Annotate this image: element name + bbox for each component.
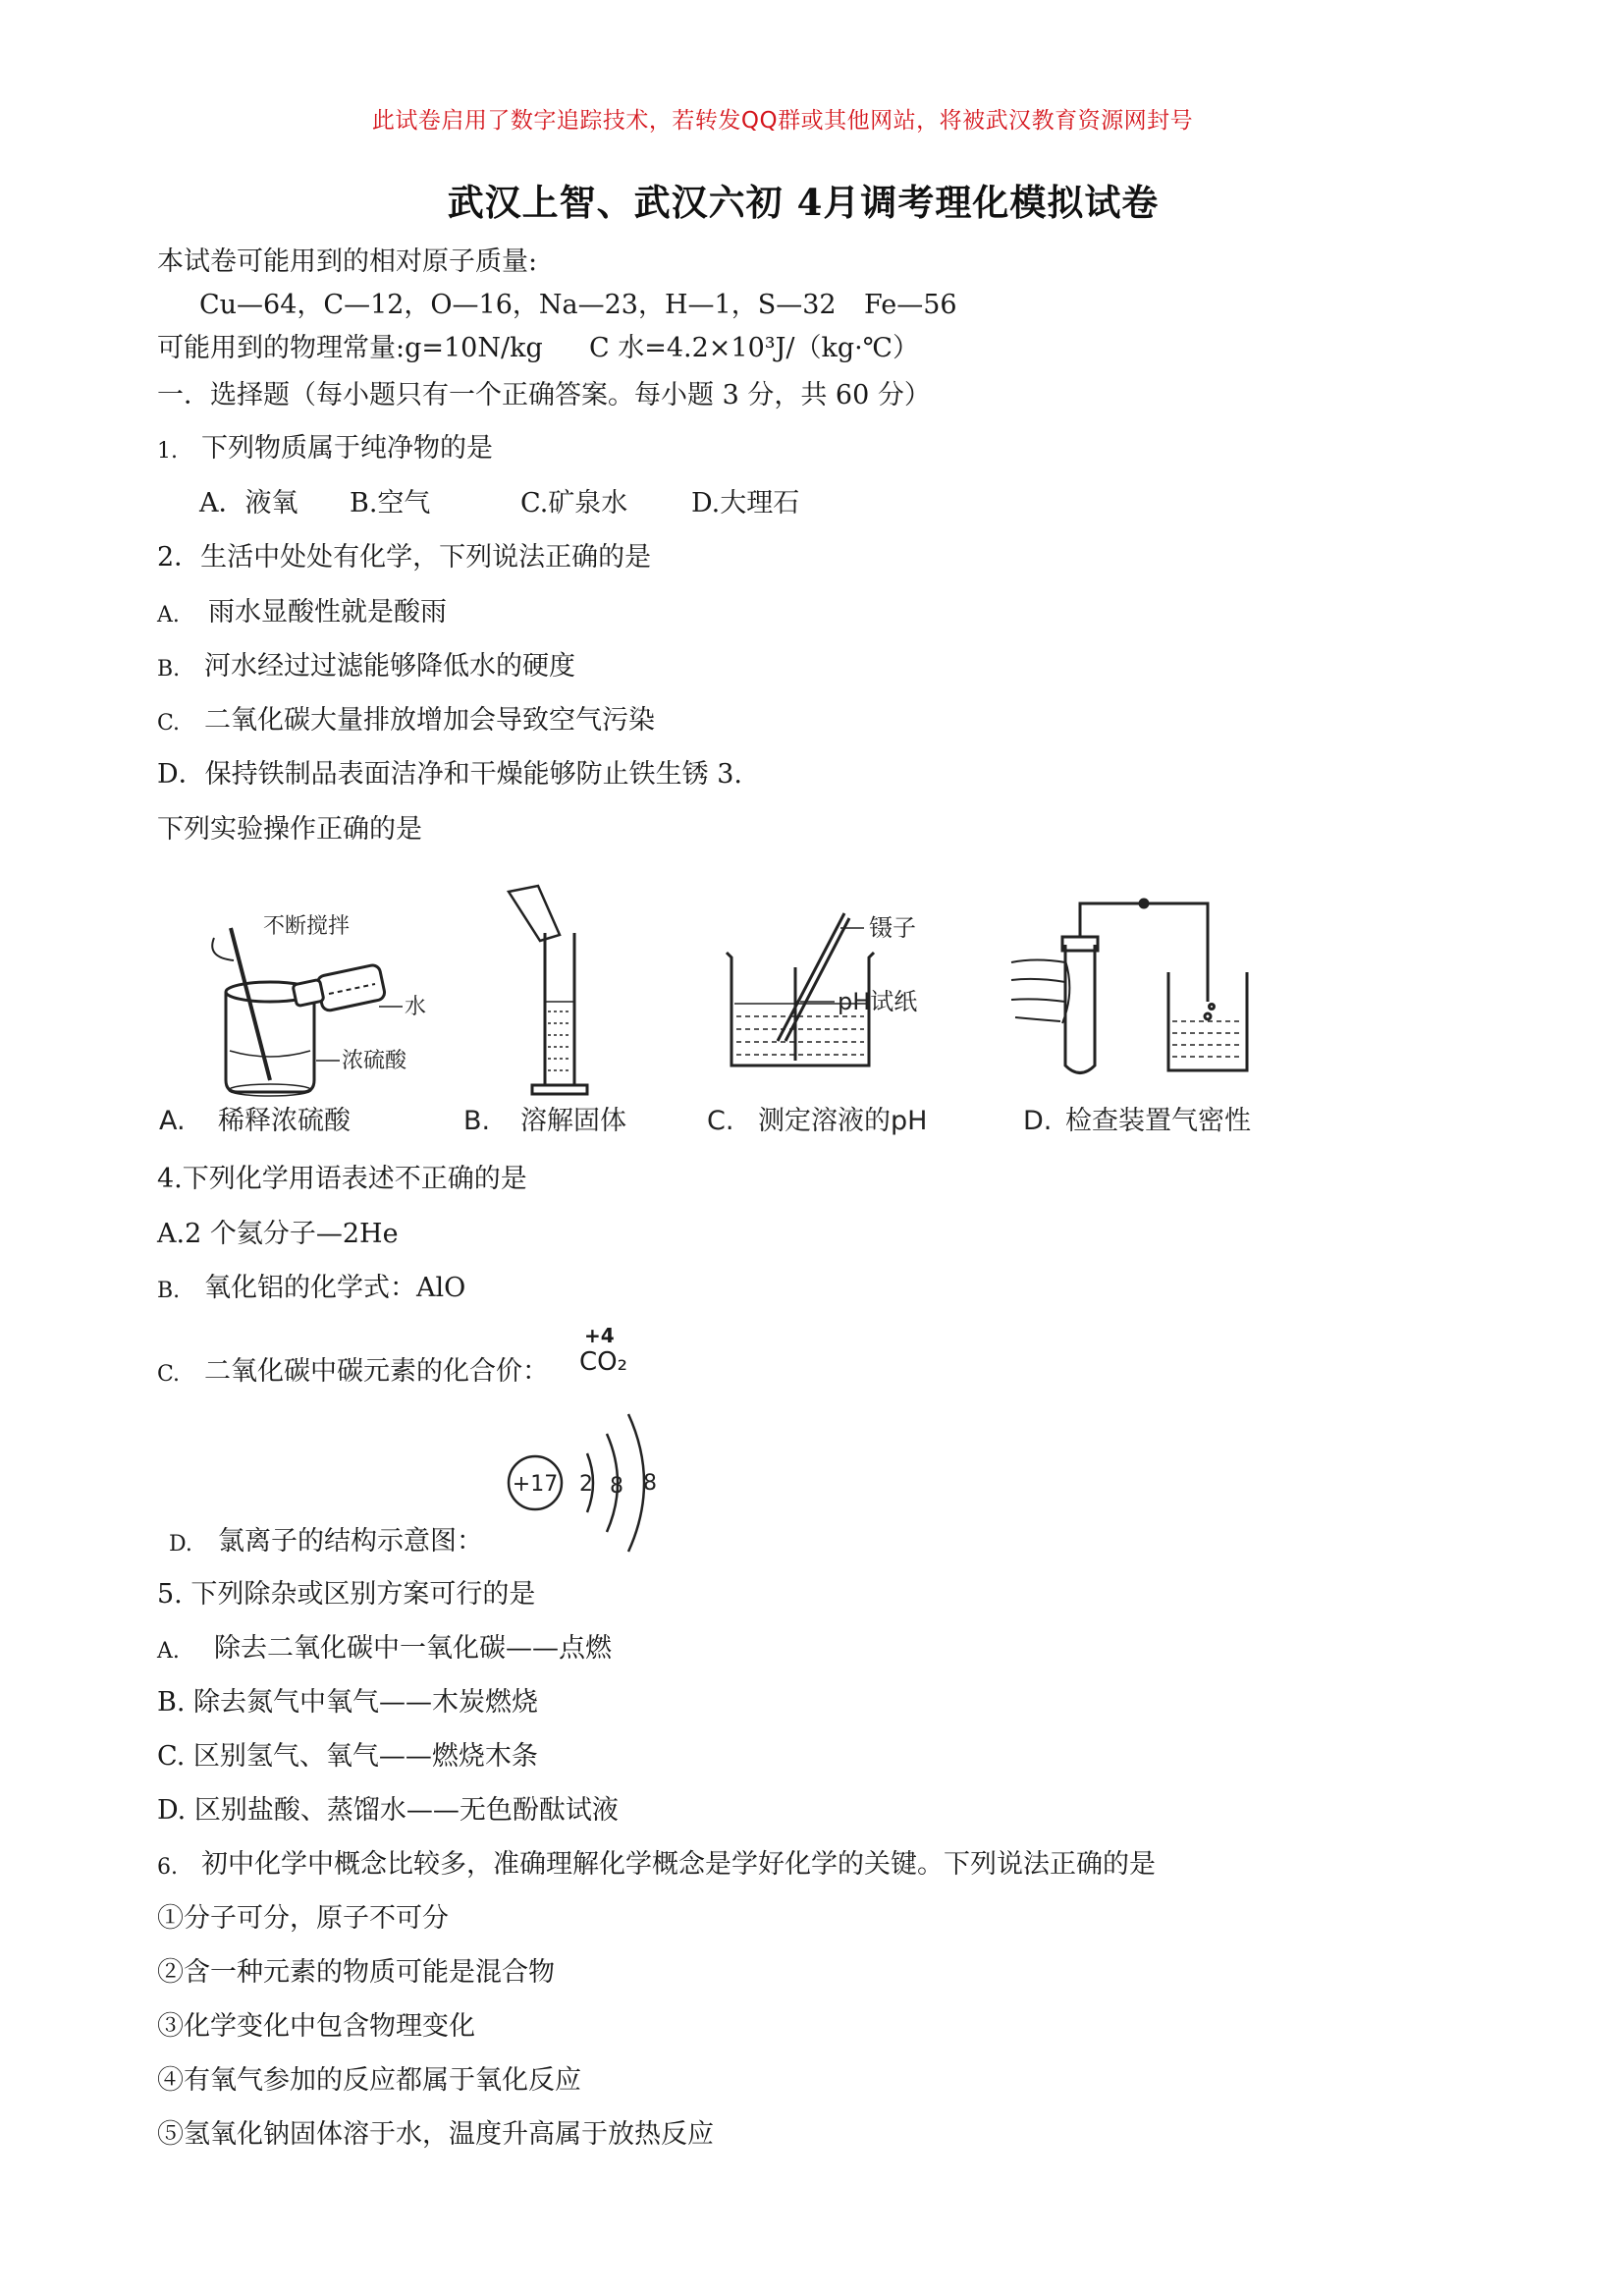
q4-b-letter: B. [157,1279,181,1303]
q4-option-b: 氧化铝的化学式：AlO [204,1273,466,1303]
electron-shell-3 [628,1414,644,1552]
q1-option-b: B.空气 [350,488,431,519]
apparatus-d-test-tube [1062,900,1208,1073]
q6-statement-2: ②含一种元素的物质可能是混合物 [157,1957,555,1988]
fig-label-c-letter: C. [707,1106,734,1136]
note-stir: 不断搅拌 [263,914,351,939]
fe-mass: Fe—56 [864,290,957,320]
q6-statement-4: ④有氧气参加的反应都属于氧化反应 [157,2065,581,2096]
shell-count-2: 8 [610,1474,623,1499]
fig-label-a: 稀释浓硫酸 [218,1106,351,1136]
q6-statement-5: ⑤氢氧化钠固体溶于水，温度升高属于放热反应 [157,2119,714,2150]
atomic-masses: Cu—64，C—12，O—16，Na—23，H—1，S—32 [199,290,837,320]
q1-option-d: D.大理石 [691,488,800,519]
note-ph-paper: pH试纸 [838,988,918,1015]
fig-label-d: 检查装置气密性 [1065,1106,1251,1136]
note-acid: 浓硫酸 [342,1049,407,1073]
q2-option-b: 河水经过过滤能够降低水的硬度 [204,651,575,682]
q4-option-a: A.2 个氦分子—2He [157,1219,399,1249]
q5-option-d: D. 区别盐酸、蒸馏水——无色酚酞试液 [157,1795,619,1826]
q6-number: 6. [157,1855,178,1880]
atomic-mass-label: 本试卷可能用到的相对原子质量: [157,246,538,277]
q1-option-a: A．液氧 [199,488,298,519]
section-one-heading: 一．选择题（每小题只有一个正确答案。每小题 3 分，共 60 分） [157,380,931,410]
q2-option-d: D．保持铁制品表面洁净和干燥能够防止铁生锈 3. [157,759,742,790]
q2-b-letter: B. [157,657,181,682]
q5-a-letter: A. [157,1639,180,1664]
q4-d-letter: D. [169,1532,192,1557]
q5-option-a: 除去二氧化碳中一氧化碳——点燃 [214,1633,612,1664]
co2-formula: CO₂ [579,1347,628,1377]
hand-icon [1011,960,1069,1024]
glass-rod-icon [212,928,270,1080]
note-tweezers: 镊子 [869,914,916,942]
q2-a-letter: A. [157,603,180,628]
q2-stem: 2．生活中处处有化学，下列说法正确的是 [157,542,652,573]
q4-option-c: 二氧化碳中碳元素的化合价： [204,1356,549,1387]
q1-stem: 下列物质属于纯净物的是 [201,433,493,464]
q6-stem: 初中化学中概念比较多，准确理解化学概念是学好化学的关键。下列说法正确的是 [201,1849,1156,1880]
watermark-notice: 此试卷启用了数字追踪技术，若转发QQ群或其他网站，将被武汉教育资源网封号 [371,108,1194,134]
q1-number: 1. [157,439,178,464]
physics-constants: 可能用到的物理常量:g=10N/kg [157,333,543,363]
water-specific-heat: C 水=4.2×10³J/（kg·℃） [589,333,919,363]
fig-label-d-letter: D. [1023,1106,1053,1136]
acid-bottle-icon [293,964,386,1012]
q5-stem: 5. 下列除杂或区别方案可行的是 [157,1579,536,1610]
fig-label-b-letter: B. [463,1106,491,1136]
q3-lab-figure [147,884,1286,1139]
fig-label-c: 测定溶液的pH [758,1106,928,1136]
q6-statement-1: ①分子可分，原子不可分 [157,1903,449,1934]
q4-c-letter: C. [157,1362,181,1387]
fig-label-b: 溶解固体 [520,1106,626,1136]
apparatus-b-cylinder [532,933,587,1094]
q2-option-c: 二氧化碳大量排放增加会导致空气污染 [204,705,655,736]
reagent-paper-icon [509,886,560,941]
chloride-ion-diagram [501,1404,668,1561]
q6-statement-3: ③化学变化中包含物理变化 [157,2011,475,2042]
valence-label: +4 [584,1324,615,1347]
q3-stem: 下列实验操作正确的是 [157,814,422,845]
q2-c-letter: C. [157,711,181,736]
tweezers-icon [778,913,849,1061]
shell-count-3: 8 [643,1471,657,1496]
q5-option-c: C. 区别氢气、氧气——燃烧木条 [157,1741,538,1772]
nucleus-charge: +17 [512,1472,559,1497]
q4-stem: 4.下列化学用语表述不正确的是 [157,1164,527,1194]
fig-label-a-letter: A. [159,1106,186,1136]
page-title: 武汉上智、武汉六初 4月调考理化模拟试卷 [447,181,1160,224]
note-water: 水 [405,995,427,1019]
q1-option-c: C.矿泉水 [520,488,628,519]
q4-option-d: 氯离子的结构示意图： [218,1526,483,1557]
q5-option-b: B. 除去氮气中氧气——木炭燃烧 [157,1687,539,1718]
q2-option-a: 雨水显酸性就是酸雨 [208,597,447,628]
shell-count-1: 2 [579,1472,593,1497]
